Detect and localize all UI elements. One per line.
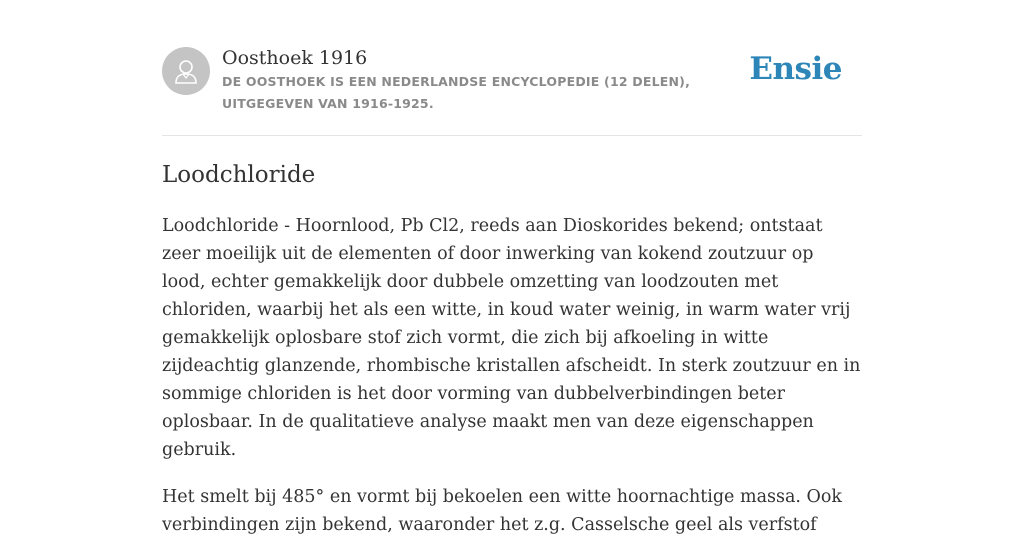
- source-description: DE OOSTHOEK IS EEN NEDERLANDSE ENCYCLOPEDIE (12 DELEN), UITGEGEVEN VAN 1916-1925.: [222, 74, 691, 111]
- avatar[interactable]: [162, 47, 210, 95]
- ensie-logo[interactable]: Ensie: [749, 51, 842, 87]
- entry-paragraph: Het smelt bij 485° en vormt bij bekoelen een witte hoornachtige massa. Ook verbindingen zijn bekend, waaronder het z.g. Casselsche geel als verfstof: [162, 487, 843, 535]
- entry-title: Loodchloride: [162, 162, 316, 188]
- entry-paragraph: Loodchloride - Hoornlood, Pb Cl2, reeds aan Dioskorides bekend; ontstaat zeer moeilijk uit de elementen of door inwerking van kokend zoutzuur op lood, echter gemakkelijk door dubbele omzetting van loodzouten met chloriden, waarbij het als een witte, in koud water weinig, in warm water vrij gemakkelijk oplosbare stof zich vormt, die zich bij afkoeling in witte zijdeachtig glanzende, rhombische kristallen afscheidt. In sterk zoutzuur en in sommige chloriden is het door vorming van dubbelverbindingen beter oplosbaar. In de qualitatieve analyse maakt men van deze eigenschappen gebruik.: [162, 216, 861, 460]
- entry-body: [162, 212, 862, 539]
- page: [162, 0, 862, 539]
- source-header: [162, 46, 862, 136]
- source-info: [222, 46, 757, 115]
- source-title[interactable]: Oosthoek 1916: [222, 47, 368, 69]
- user-icon: [171, 56, 201, 86]
